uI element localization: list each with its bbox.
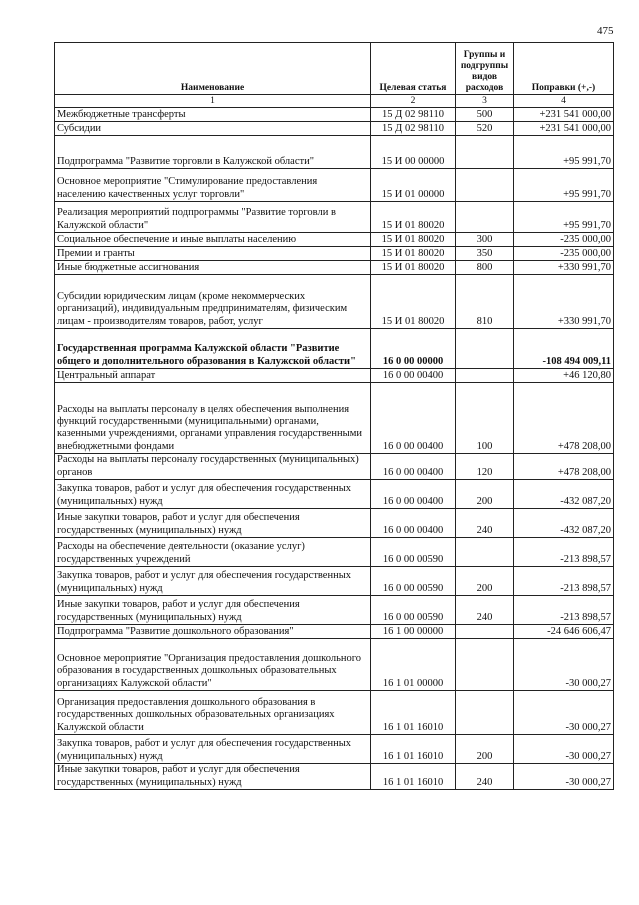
row-name: Центральный аппарат	[55, 369, 371, 383]
table-row	[55, 329, 614, 369]
column-number: 2	[371, 95, 456, 108]
row-name: Иные бюджетные ассигнования	[55, 261, 371, 275]
row-amendment: -30 000,27	[514, 691, 614, 735]
row-expense-group	[456, 691, 514, 735]
row-expense-group	[456, 369, 514, 383]
row-expense-group: 240	[456, 764, 514, 790]
budget-table	[54, 42, 614, 790]
row-amendment: +330 991,70	[514, 261, 614, 275]
table-row	[55, 567, 614, 596]
row-amendment: +231 541 000,00	[514, 108, 614, 122]
row-name: Закупка товаров, работ и услуг для обеспечения государственных (муниципальных) нужд	[55, 567, 371, 596]
column-number: 4	[514, 95, 614, 108]
row-name: Расходы на обеспечение деятельности (оказание услуг) государственных учреждений	[55, 538, 371, 567]
row-amendment: +95 991,70	[514, 202, 614, 233]
row-expense-group	[456, 136, 514, 169]
row-target-article: 15 И 01 80020	[371, 247, 456, 261]
row-target-article: 16 0 00 00000	[371, 329, 456, 369]
row-name: Иные закупки товаров, работ и услуг для обеспечения государственных (муниципальных) нужд	[55, 596, 371, 625]
table-row	[55, 108, 614, 122]
row-name: Межбюджетные трансферты	[55, 108, 371, 122]
row-name: Закупка товаров, работ и услуг для обеспечения государственных (муниципальных) нужд	[55, 735, 371, 764]
row-expense-group: 200	[456, 480, 514, 509]
table-row	[55, 275, 614, 329]
row-amendment: +46 120,80	[514, 369, 614, 383]
row-target-article: 15 И 01 80020	[371, 261, 456, 275]
table-row	[55, 625, 614, 639]
row-expense-group: 100	[456, 383, 514, 454]
page-number: 475	[597, 25, 614, 37]
row-amendment: +231 541 000,00	[514, 122, 614, 136]
header-amendment: Поправки (+,-)	[514, 43, 614, 95]
table-row	[55, 122, 614, 136]
row-amendment: -432 087,20	[514, 509, 614, 538]
row-amendment: +330 991,70	[514, 275, 614, 329]
table-row	[55, 454, 614, 480]
row-target-article: 16 1 01 16010	[371, 764, 456, 790]
row-target-article: 16 1 01 16010	[371, 735, 456, 764]
row-target-article: 16 1 00 00000	[371, 625, 456, 639]
row-amendment: -235 000,00	[514, 233, 614, 247]
row-name: Подпрограмма "Развитие торговли в Калужской области"	[55, 136, 371, 169]
row-expense-group: 520	[456, 122, 514, 136]
column-number: 3	[456, 95, 514, 108]
row-expense-group: 500	[456, 108, 514, 122]
header-name: Наименование	[55, 43, 371, 95]
table-row	[55, 691, 614, 735]
table-row	[55, 480, 614, 509]
row-name: Иные закупки товаров, работ и услуг для обеспечения государственных (муниципальных) нужд	[55, 764, 371, 790]
row-name: Субсидии	[55, 122, 371, 136]
row-amendment: -213 898,57	[514, 567, 614, 596]
row-name: Организация предоставления дошкольного образования в государственных дошкольных образовательных организациях Калужской области	[55, 691, 371, 735]
table-row	[55, 369, 614, 383]
row-target-article: 16 0 00 00400	[371, 454, 456, 480]
table-row	[55, 639, 614, 691]
row-name: Основное мероприятие "Организация предоставления дошкольного образования в государственных дошкольных образовательных организациях Калужской области"	[55, 639, 371, 691]
row-expense-group	[456, 202, 514, 233]
row-name: Премии и гранты	[55, 247, 371, 261]
row-expense-group: 120	[456, 454, 514, 480]
header-group: Группы и подгруппы видов расходов	[456, 43, 514, 95]
row-amendment: +95 991,70	[514, 136, 614, 169]
row-name: Иные закупки товаров, работ и услуг для обеспечения государственных (муниципальных) нужд	[55, 509, 371, 538]
row-target-article: 16 0 00 00590	[371, 596, 456, 625]
row-expense-group: 300	[456, 233, 514, 247]
table-row	[55, 261, 614, 275]
row-name: Субсидии юридическим лицам (кроме некоммерческих организаций), индивидуальным предпринимателям, физическим лицам - производителям товаров, работ, услуг	[55, 275, 371, 329]
table-header-row	[55, 43, 614, 95]
row-amendment: -213 898,57	[514, 538, 614, 567]
row-amendment: -432 087,20	[514, 480, 614, 509]
row-target-article: 15 Д 02 98110	[371, 122, 456, 136]
row-name: Основное мероприятие "Стимулирование предоставления населению качественных услуг торговли"	[55, 169, 371, 202]
row-amendment: +478 208,00	[514, 454, 614, 480]
row-target-article: 15 И 01 80020	[371, 275, 456, 329]
row-expense-group	[456, 625, 514, 639]
table-row	[55, 383, 614, 454]
table-row	[55, 509, 614, 538]
row-target-article: 15 И 00 00000	[371, 136, 456, 169]
row-name: Закупка товаров, работ и услуг для обеспечения государственных (муниципальных) нужд	[55, 480, 371, 509]
row-expense-group: 350	[456, 247, 514, 261]
table-row	[55, 136, 614, 169]
row-expense-group	[456, 169, 514, 202]
row-target-article: 16 0 00 00400	[371, 480, 456, 509]
header-target: Целевая статья	[371, 43, 456, 95]
row-amendment: +95 991,70	[514, 169, 614, 202]
row-amendment: +478 208,00	[514, 383, 614, 454]
row-target-article: 15 И 01 00000	[371, 169, 456, 202]
row-name: Государственная программа Калужской области "Развитие общего и дополнительного образования в Калужской области"	[55, 329, 371, 369]
row-expense-group: 240	[456, 509, 514, 538]
row-target-article: 16 1 01 00000	[371, 639, 456, 691]
row-target-article: 15 И 01 80020	[371, 202, 456, 233]
row-expense-group: 200	[456, 567, 514, 596]
row-expense-group	[456, 329, 514, 369]
row-name: Подпрограмма "Развитие дошкольного образования"	[55, 625, 371, 639]
row-amendment: -30 000,27	[514, 735, 614, 764]
column-number-row	[55, 95, 614, 108]
row-expense-group: 810	[456, 275, 514, 329]
row-name: Реализация мероприятий подпрограммы "Развитие торговли в Калужской области"	[55, 202, 371, 233]
row-target-article: 16 0 00 00400	[371, 369, 456, 383]
row-expense-group	[456, 538, 514, 567]
table-row	[55, 538, 614, 567]
row-target-article: 15 Д 02 98110	[371, 108, 456, 122]
row-name: Расходы на выплаты персоналу государственных (муниципальных) органов	[55, 454, 371, 480]
table-row	[55, 247, 614, 261]
row-amendment: -213 898,57	[514, 596, 614, 625]
row-expense-group: 800	[456, 261, 514, 275]
row-target-article: 16 0 00 00590	[371, 538, 456, 567]
row-target-article: 15 И 01 80020	[371, 233, 456, 247]
row-name: Расходы на выплаты персоналу в целях обеспечения выполнения функций государственными (муниципальными) органами, казенными учреждениями, органами управления государственными внебюджетными фондами	[55, 383, 371, 454]
row-expense-group: 240	[456, 596, 514, 625]
table-row	[55, 233, 614, 247]
row-target-article: 16 1 01 16010	[371, 691, 456, 735]
table-row	[55, 169, 614, 202]
table-row	[55, 202, 614, 233]
table-row	[55, 735, 614, 764]
row-amendment: -235 000,00	[514, 247, 614, 261]
row-expense-group	[456, 639, 514, 691]
column-number: 1	[55, 95, 371, 108]
table-row	[55, 596, 614, 625]
row-amendment: -108 494 009,11	[514, 329, 614, 369]
row-expense-group: 200	[456, 735, 514, 764]
table-body	[55, 108, 614, 790]
table-row	[55, 764, 614, 790]
row-amendment: -30 000,27	[514, 639, 614, 691]
row-name: Социальное обеспечение и иные выплаты населению	[55, 233, 371, 247]
row-target-article: 16 0 00 00400	[371, 509, 456, 538]
row-amendment: -30 000,27	[514, 764, 614, 790]
row-target-article: 16 0 00 00590	[371, 567, 456, 596]
row-amendment: -24 646 606,47	[514, 625, 614, 639]
row-target-article: 16 0 00 00400	[371, 383, 456, 454]
